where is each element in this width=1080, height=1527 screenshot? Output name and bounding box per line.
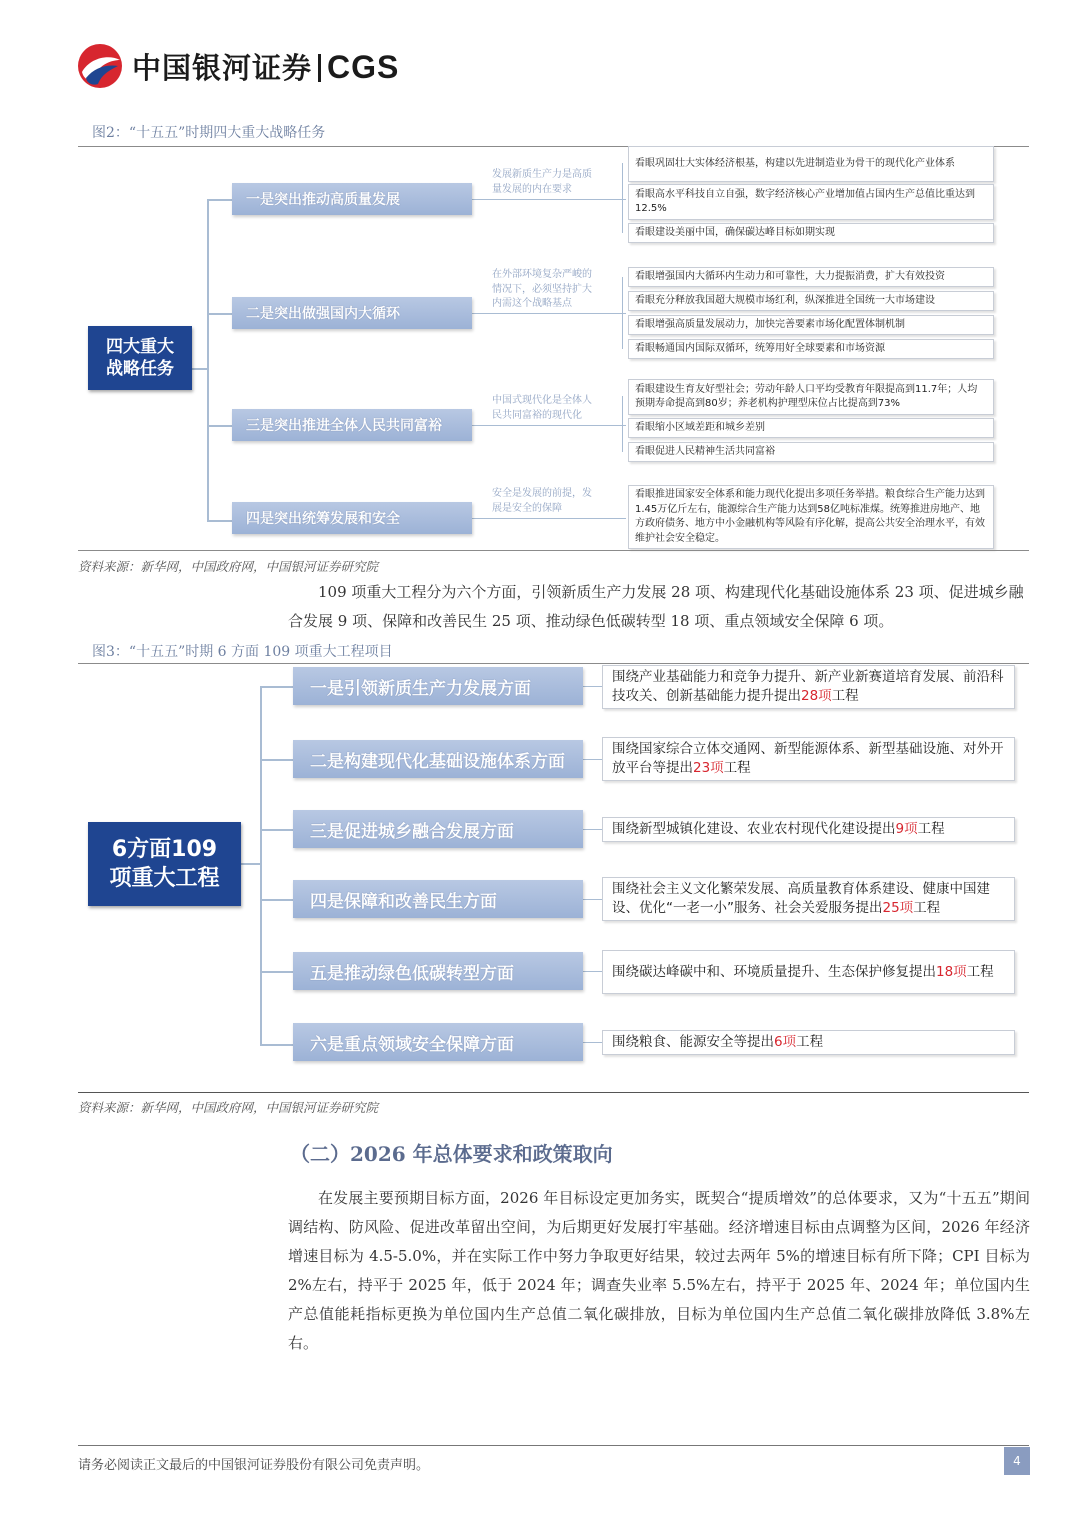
figure2-branch-1-item-1: 看眼巩固壮大实体经济根基，构建以先进制造业为骨干的现代化产业体系 [628,146,994,182]
figure3-bottom-rule [78,1092,1029,1093]
figure3-branch-1: 一是引领新质生产力发展方面 [293,667,583,705]
figure2-branch-3-note: 中国式现代化是全体人 民共同富裕的现代化 [492,395,592,421]
figure3-branch-4-detail: 围绕社会主义文化繁荣发展、高质量教育体系建设、健康中国建设、优化“一老一小”服务、社会关爱服务提出25项工程 [602,877,1015,921]
page-number: 4 [1004,1447,1030,1475]
figure2-branch-2-note: 在外部环境复杂严峻的 情况下，必须坚持扩大 内需这个战略基点 [492,269,592,309]
figure3-branch-2-detail: 围绕国家综合立体交通网、新型能源体系、新型基础设施、对外开放平台等提出23项工程 [602,737,1015,781]
figure2-branch-1-note: 发展新质生产力是高质 量发展的内在要求 [492,169,592,195]
figure3-branch-3-detail: 围绕新型城镇化建设、农业农村现代化建设提出9项工程 [602,817,1015,842]
figure3-branch-6-detail: 围绕粮食、能源安全等提出6项工程 [602,1030,1015,1055]
logo-mark-icon [76,42,124,90]
figure3-branch-2: 二是构建现代化基础设施体系方面 [293,740,583,778]
figure3-branch-1-detail: 围绕产业基础能力和竞争力提升、新产业新赛道培育发展、前沿科技攻关、创新基础能力提升提出28项工程 [602,665,1015,709]
figure2-bottom-rule [78,550,1029,551]
figure2-branch-1: 一是突出推动高质量发展 [232,183,472,215]
footer-disclaimer: 请务必阅读正文最后的中国银河证券股份有限公司免责声明。 [78,1458,430,1473]
figure2-branch-3: 三是突出推进全体人民共同富裕 [232,409,472,441]
figure3-title: 图3：“十五五”时期 6 方面 109 项重大工程项目 [92,644,393,660]
figure2-branch-3-item-3: 看眼促进人民精神生活共同富裕 [628,442,994,462]
paragraph-2026-targets: 在发展主要预期目标方面，2026 年目标设定更加务实，既契合“提质增效”的总体要求，又为“十五五”期间调结构、防风险、促进改革留出空间，为后期更好发展打牢基础。经济增速目标由点调整为区间，2026 年经济增速目标为 4.5-5.0%，并在实际工作中努力争取更好结果，较过去两年 5%的增速目标有所下降；CPI 目标为 2%左右，持平于 2025 年，低于 2024 年；调查失业率 5.5%左右，持平于 2025 年、2024 年；单位国内生产总值能耗指标更换为单位国内生产总值二氧化碳排放，目标为单位国内生产总值二氧化碳排放降低 3.8%左右。 [288,1189,1030,1352]
figure2-source: 资料来源：新华网，中国政府网，中国银河证券研究院 [78,559,379,574]
figure2-branch-4: 四是突出统筹发展和安全 [232,502,472,534]
brand-name-en: CGS [327,49,400,85]
figure2-branch-3-item-2: 看眼缩小区域差距和城乡差别 [628,418,994,438]
figure3-top-rule [78,663,1029,664]
figure3-branch-4: 四是保障和改善民生方面 [293,880,583,918]
figure3-root-node: 6方面109 项重大工程 [88,822,241,906]
figure2-branch-2: 二是突出做强国内大循环 [232,297,472,329]
brand-name-cn: 中国银河证券 [132,51,313,85]
figure3-source: 资料来源：新华网，中国政府网，中国银河证券研究院 [78,1100,379,1115]
figure3-branch-6: 六是重点领域安全保障方面 [293,1023,583,1061]
brand-name [132,46,399,87]
figure2-branch-4-item-1: 看眼推进国家安全体系和能力现代化提出多项任务举措。粮食综合生产能力达到1.45万亿斤左右，能源综合生产能力达到58亿吨标准煤。统筹推进房地产、地方政府债务、地方中小金融机构等风险有序化解，提高公共安全治理水平，有效维护社会安全稳定。 [628,485,994,549]
figure2-branch-3-item-1: 看眼建设生育友好型社会；劳动年龄人口平均受教育年限提高到11.7年；人均预期寿命提高到80岁；养老机构护理型床位占比提高到73% [628,379,994,415]
figure3-branch-5-detail: 围绕碳达峰碳中和、环境质量提升、生态保护修复提出18项工程 [602,950,1015,994]
figure2-branch-1-item-3: 看眼建设美丽中国，确保碳达峰目标如期实现 [628,223,994,243]
figure2-branch-2-item-4: 看眼畅通国内国际双循环，统筹用好全球要素和市场资源 [628,339,994,359]
figure2-root-node: 四大重大 战略任务 [88,326,192,390]
section-heading: （二）2026 年总体要求和政策取向 [290,1142,613,1166]
footer-rule [78,1445,1029,1446]
figure3-branch-5: 五是推动绿色低碳转型方面 [293,952,583,990]
figure2-branch-2-item-1: 看眼增强国内大循环内生动力和可靠性，大力提振消费，扩大有效投资 [628,267,994,287]
paragraph-109-projects: 109 项重大工程分为六个方面，引领新质生产力发展 28 项、构建现代化基础设施体系 23 项、促进城乡融合发展 9 项、保障和改善民生 25 项、推动绿色低碳转型 18 项、重点领域安全保障 6 项。 [288,583,1024,630]
figure2-title: 图2：“十五五”时期四大重大战略任务 [92,125,326,141]
company-logo [76,42,124,90]
figure3-branch-3: 三是促进城乡融合发展方面 [293,810,583,848]
figure2-branch-4-note: 安全是发展的前提，发 展是安全的保障 [492,488,592,514]
figure2-branch-1-item-2: 看眼高水平科技自立自强，数字经济核心产业增加值占国内生产总值比重达到12.5% [628,184,994,220]
figure2-branch-2-item-2: 看眼充分释放我国超大规模市场红利，纵深推进全国统一大市场建设 [628,291,994,311]
figure2-branch-2-item-3: 看眼增强高质量发展动力，加快完善要素市场化配置体制机制 [628,315,994,335]
